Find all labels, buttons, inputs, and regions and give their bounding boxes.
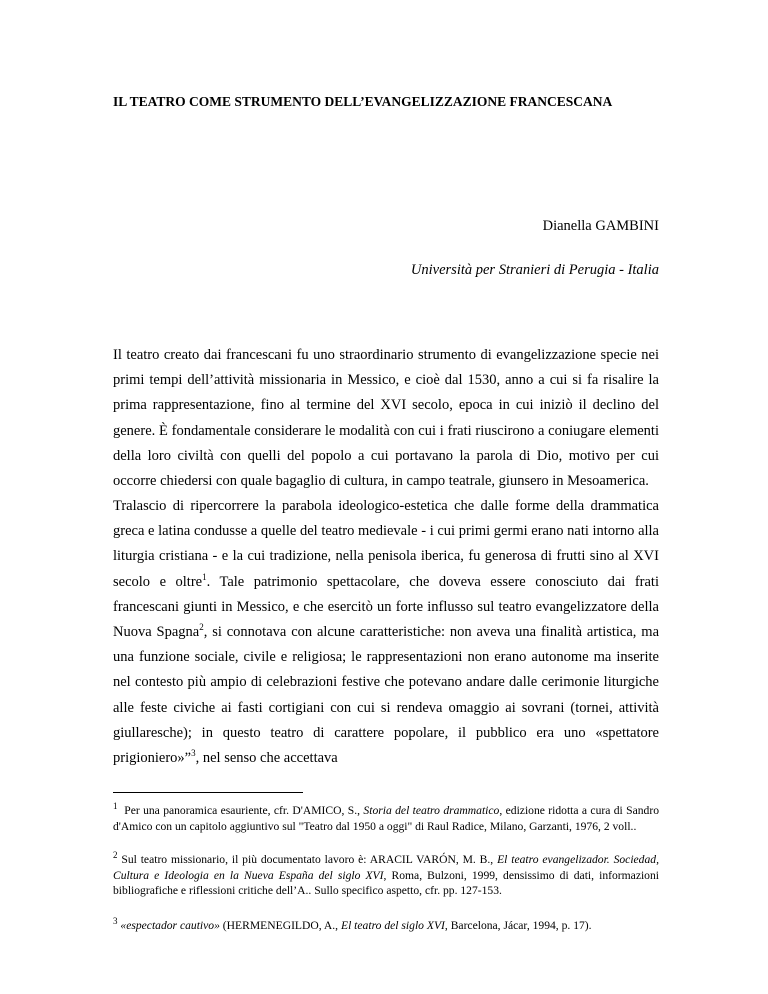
footnote-3-book-title: El teatro del siglo XVI	[340, 919, 445, 932]
paragraph-2-text-a: Tralascio di ripercorrere la parabola ideologico-estetica che dalle forme della drammatica greca e latina condusse a quelle del teatro medievale - i cui primi germi erano nati intorno alla liturgia cristiana - e la cui tradizione, nella penisola iberica, fu generosa di frutti sino al XVI secolo e oltre	[113, 498, 659, 590]
footnote-2-number: 2	[113, 850, 118, 861]
paragraph-2	[113, 494, 659, 771]
footnote-1-book-title: Storia del teatro drammatico	[363, 804, 500, 817]
footnote-2-pre: Sul teatro missionario, il più documentato lavoro è: ARACIL VARÓN, M. B.,	[121, 853, 498, 866]
footnote-2-book-title: El teatro evangelizador. Sociedad, Cultura e Ideologia en la Nueva España del siglo XVI	[113, 853, 659, 882]
author-affiliation: Università per Stranieri di Perugia - Italia	[410, 262, 659, 278]
footnote-3-post: , Barcelona, Jácar, 1994, p. 17).	[444, 919, 592, 932]
footnote-1	[113, 803, 659, 834]
footnote-ref-3[interactable]: 3	[191, 748, 196, 759]
author-name: Dianella GAMBINI	[542, 218, 659, 234]
footnote-1-mid: , S.,	[341, 804, 364, 817]
footnote-1-number: 1	[113, 801, 118, 812]
footnote-2	[113, 852, 659, 899]
footnote-1-smallcaps: AMICO	[302, 804, 342, 817]
footnote-2-post: , Roma, Bulzoni, 1999, densissimo di dati, informazioni bibliografiche e riflessioni critiche dell’A.. Sullo specifico aspetto, cfr. pp. 127-153.	[113, 868, 659, 898]
footnote-3-number: 3	[113, 916, 118, 927]
paragraph-2-text-b: . Tale patrimonio spettacolare, che doveva essere conosciuto dai frati francescani giunti in Messico, e che esercitò un forte influsso sul teatro evangelizzatore della Nuova Spagna	[113, 573, 659, 641]
footnote-ref-2[interactable]: 2	[199, 622, 204, 633]
paragraph-2-text-c: , si connotava con alcune caratteristiche: non aveva una finalità artistica, ma una funzione sociale, civile e religiosa; le rappresentazioni non erano autonome ma inserite nel contesto più ampio di celebrazioni festive che potevano andare dalle cerimonie liturgiche alle feste civiche ai fasti cortigiani con cui si rendeva omaggio ai sovrani (tornei, attività giullaresche); in questo teatro di carattere popolare, il pubblico era uno «spettatore prigioniero»”	[113, 624, 660, 767]
footnote-3-quote: «espectador cautivo»	[120, 919, 220, 932]
footnote-3	[113, 918, 659, 934]
paragraph-2-text-d: , nel senso che accettava	[195, 750, 338, 767]
paper-title: IL TEATRO COME STRUMENTO DELL’EVANGELIZZAZIONE FRANCESCANA	[113, 94, 613, 109]
footnote-separator	[113, 792, 303, 793]
paragraph-1: Il teatro creato dai francescani fu uno straordinario strumento di evangelizzazione specie nei primi tempi dell’attività missionaria in Messico, e cioè dal 1530, anno a cui si fa risalire la prima rappresentazione, fino al termine del XVI secolo, epoca in cui iniziò il declino del genere. È fondamentale considerare le modalità con cui i frati riuscirono a coniugare elementi della loro civiltà con quelli del popolo a cui portavano la parola di Dio, motivo per cui occorre chiedersi con quale bagaglio di cultura, in campo teatrale, giunsero in Mesoamerica.	[113, 347, 659, 490]
footnote-ref-1[interactable]: 1	[202, 571, 207, 582]
footnote-1-pre: Per una panoramica esauriente, cfr. D'	[124, 804, 303, 817]
footnote-1-post: , edizione ridotta a cura di Sandro d'Amico con un capitolo aggiuntivo sul "Teatro dal 1950 a oggi" di Raul Radice, Milano, Garzanti, 1976, 2 voll..	[113, 804, 659, 833]
footnote-3-mid: (HERMENEGILDO, A.,	[219, 919, 341, 932]
